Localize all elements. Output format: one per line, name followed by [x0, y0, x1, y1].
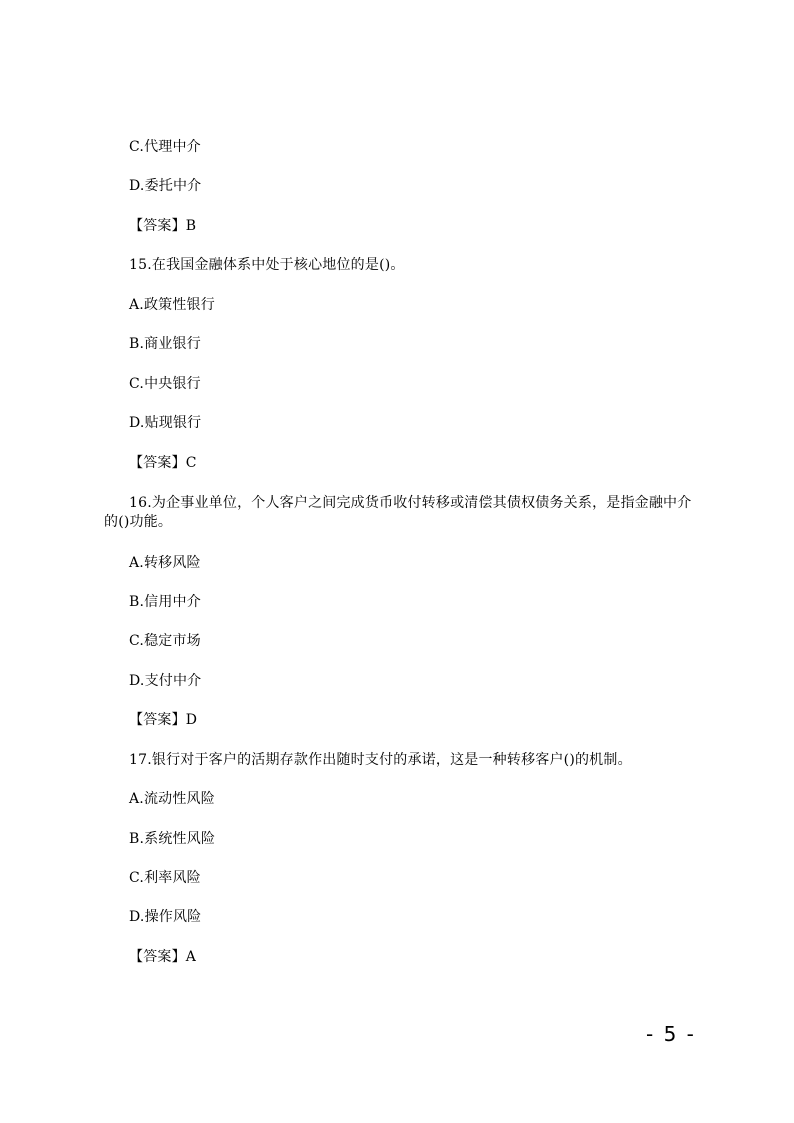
- q16-option-d: D.支付中介: [129, 673, 202, 689]
- q17-option-a: A.流动性风险: [129, 791, 215, 807]
- q15-answer: 【答案】C: [129, 455, 197, 471]
- q16-question: 16.为企事业单位，个人客户之间完成货币收付转移或清偿其债权债务关系，是指金融中介的()功能。: [104, 495, 692, 530]
- q16-option-a: A.转移风险: [129, 555, 201, 571]
- q16-answer: 【答案】D: [129, 712, 198, 728]
- q14-option-c: C.代理中介: [129, 139, 201, 155]
- page-number: - 5 -: [646, 1022, 696, 1046]
- q15-option-a: A.政策性银行: [129, 297, 215, 313]
- q17-question: 17.银行对于客户的活期存款作出随时支付的承诺，这是一种转移客户()的机制。: [129, 752, 632, 768]
- q16-option-c: C.稳定市场: [129, 633, 201, 649]
- q17-option-c: C.利率风险: [129, 870, 201, 886]
- q16-option-b: B.信用中介: [129, 594, 201, 610]
- q14-option-d: D.委托中介: [129, 178, 202, 194]
- q17-option-d: D.操作风险: [129, 909, 202, 925]
- q14-answer: 【答案】B: [129, 218, 197, 234]
- q15-option-d: D.贴现银行: [129, 415, 202, 431]
- q15-option-c: C.中央银行: [129, 376, 201, 392]
- q15-question: 15.在我国金融体系中处于核心地位的是()。: [129, 257, 405, 273]
- q15-option-b: B.商业银行: [129, 336, 201, 352]
- q17-option-b: B.系统性风险: [129, 831, 216, 847]
- q17-answer: 【答案】A: [129, 949, 197, 965]
